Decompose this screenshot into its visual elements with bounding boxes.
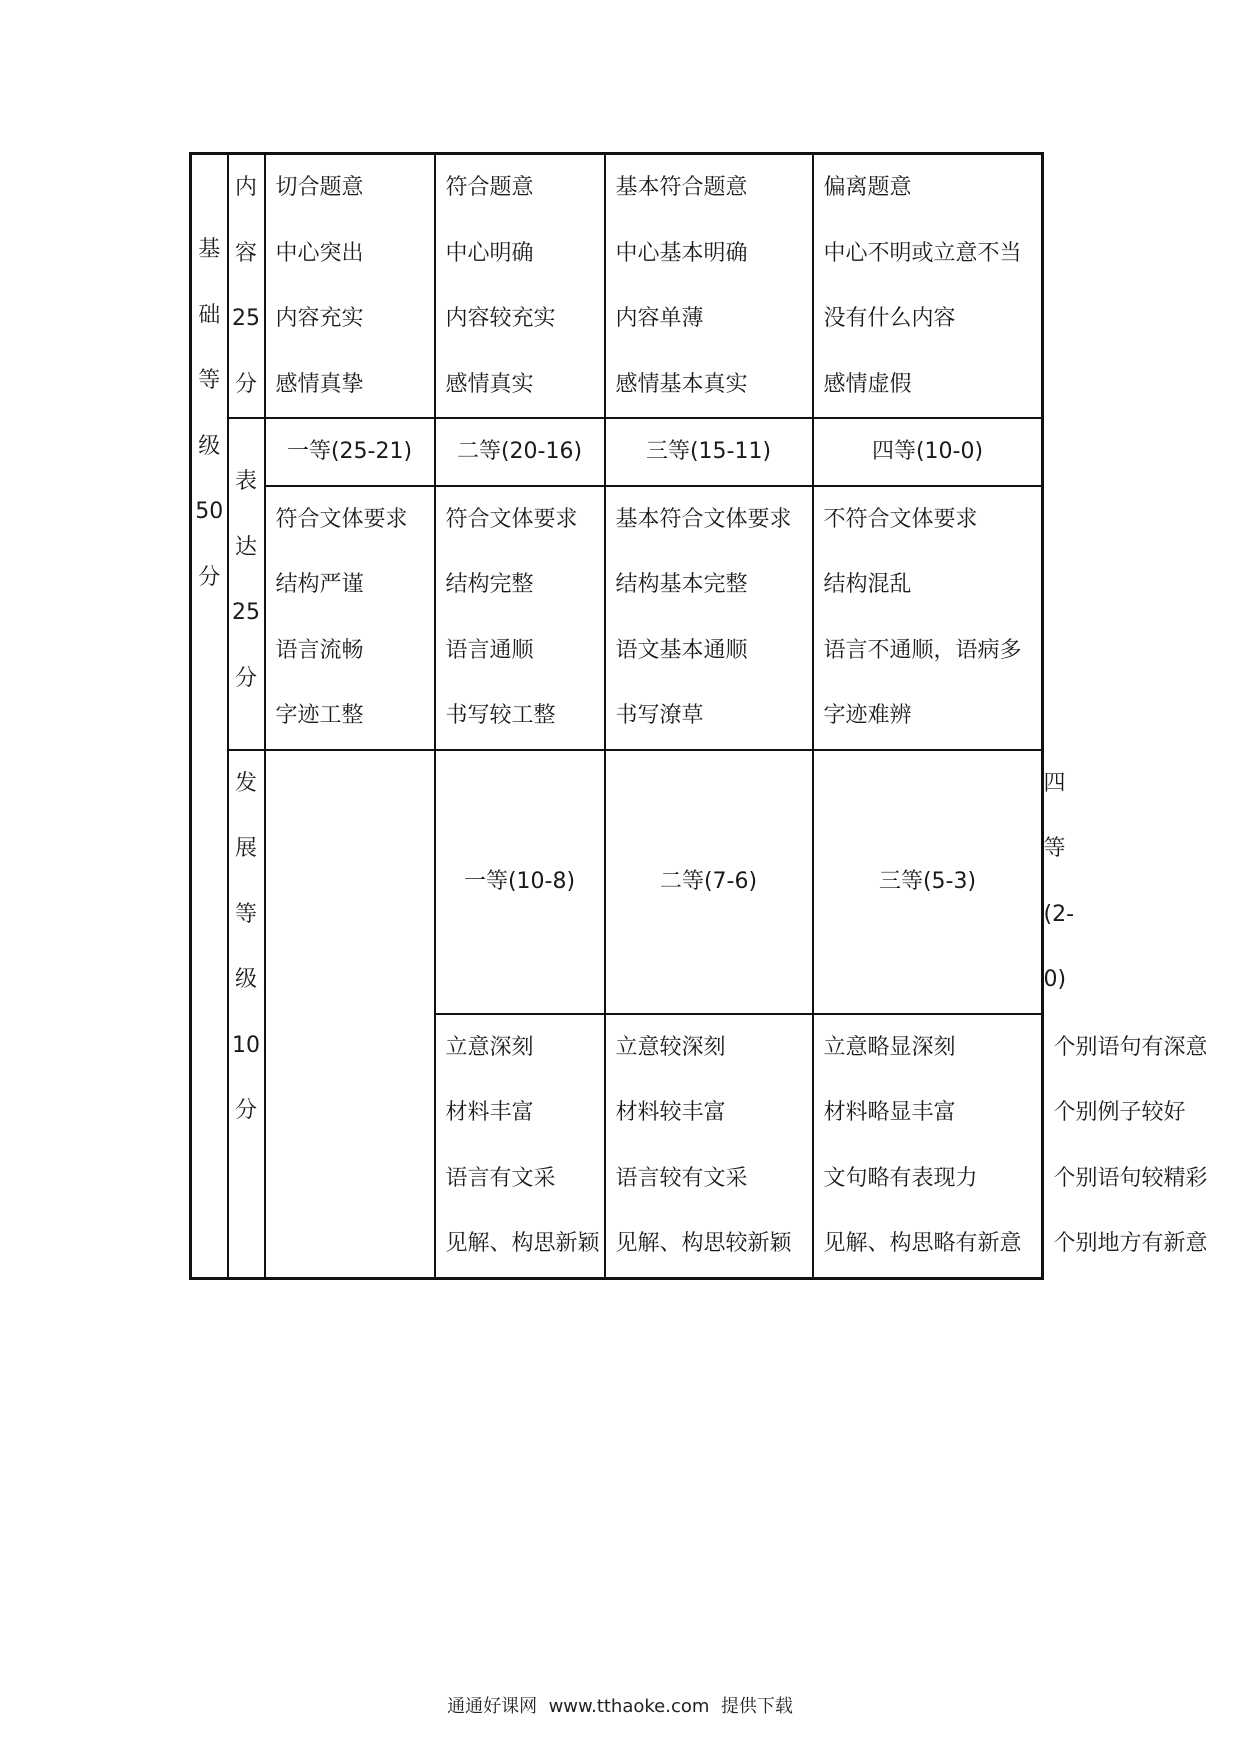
expression-label: 表 达 25 分 <box>228 418 265 750</box>
expression-grade-3: 基本符合文体要求 结构基本完整 语文基本通顺 书写潦草 <box>605 486 813 750</box>
development-grade-3: 立意略显深刻 材料略显丰富 文句略有表现力 见解、构思略有新意 <box>813 1014 1043 1279</box>
development-grade-2: 立意较深刻 材料较丰富 语言较有文采 见解、构思较新颖 <box>605 1014 813 1279</box>
basic-grade-1: 一等(25-21) <box>265 418 435 486</box>
development-empty-cell <box>265 750 435 1279</box>
basic-level-label: 基 础 等 级 50 分 <box>191 154 228 1279</box>
table-row <box>191 418 1043 486</box>
content-grade-4: 偏离题意 中心不明或立意不当 没有什么内容 感情虚假 <box>813 154 1043 419</box>
scoring-rubric-table <box>189 152 1208 1280</box>
content-grade-3: 基本符合题意 中心基本明确 内容单薄 感情基本真实 <box>605 154 813 419</box>
dev-grade-1: 一等(10-8) <box>435 750 605 1014</box>
development-level-label: 发 展 等 级 10 分 <box>228 750 265 1279</box>
content-grade-1: 切合题意 中心突出 内容充实 感情真挚 <box>265 154 435 419</box>
content-label: 内 容 25 分 <box>228 154 265 419</box>
basic-grade-2: 二等(20-16) <box>435 418 605 486</box>
footer-source-text: 通通好课网 www.tthaoke.com 提供下载 <box>447 1696 793 1717</box>
table-row: 发 展 等 级 10 分 一等(10-8) 二等(7-6) 三等(5-3) 四等(2-0) <box>191 750 1043 1014</box>
content-grade-2: 符合题意 中心明确 内容较充实 感情真实 <box>435 154 605 419</box>
dev-grade-3: 三等(5-3) <box>813 750 1043 1014</box>
basic-grade-3: 三等(15-11) <box>605 418 813 486</box>
table-row: 立意深刻 材料丰富 语言有文采 见解、构思新颖 立意较深刻 材料较丰富 语言较有文采 见解、构思较新颖 立意略显深刻 材料略显丰富 文句略有表现力 见解、构思略有新意 个别语句有深意 个别例子较好 个别语句较精彩 个别地方有新意 <box>191 1014 1043 1279</box>
table-row <box>191 486 1043 750</box>
expression-grade-1: 符合文体要求 结构严谨 语言流畅 字迹工整 <box>265 486 435 750</box>
expression-grade-2: 符合文体要求 结构完整 语言通顺 书写较工整 <box>435 486 605 750</box>
basic-grade-4: 四等(10-0) <box>813 418 1043 486</box>
development-grade-1: 立意深刻 材料丰富 语言有文采 见解、构思新颖 <box>435 1014 605 1279</box>
table-row <box>191 154 1043 419</box>
expression-grade-4: 不符合文体要求 结构混乱 语言不通顺，语病多 字迹难辨 <box>813 486 1043 750</box>
dev-grade-2: 二等(7-6) <box>605 750 813 1014</box>
